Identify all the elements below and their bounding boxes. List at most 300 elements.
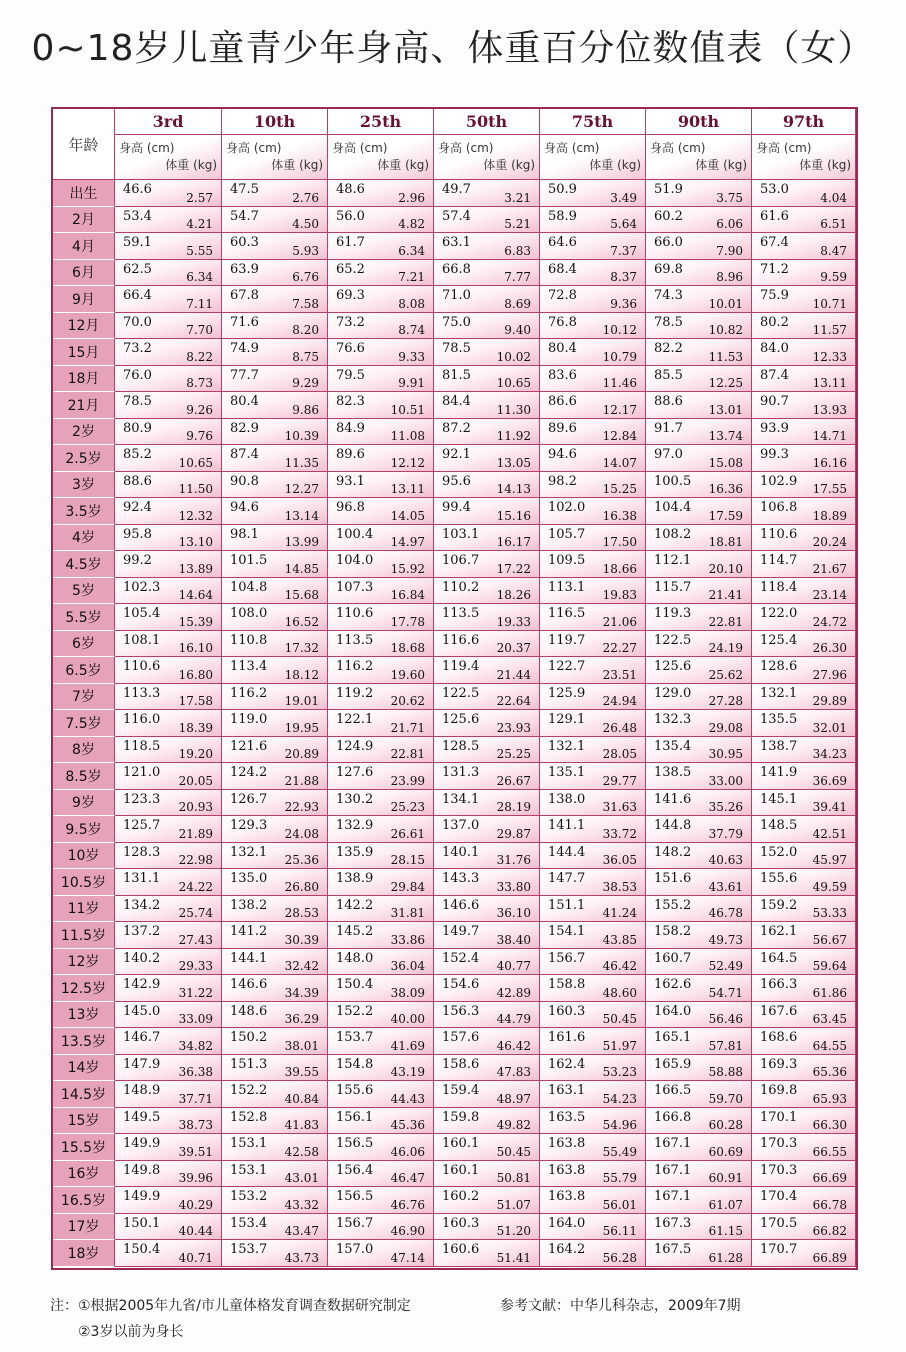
table-row bbox=[53, 604, 856, 631]
height-value: 155.6 bbox=[760, 871, 798, 886]
age-cell: 10岁 bbox=[53, 843, 115, 870]
weight-value: 9.26 bbox=[186, 402, 213, 417]
height-value: 56.0 bbox=[336, 208, 365, 224]
height-value: 167.5 bbox=[654, 1242, 692, 1257]
value-cell bbox=[752, 763, 856, 790]
weight-value: 15.68 bbox=[284, 588, 319, 602]
height-value: 76.6 bbox=[336, 341, 365, 356]
weight-value: 21.44 bbox=[496, 667, 531, 682]
value-cell bbox=[222, 975, 328, 1002]
weight-value: 12.12 bbox=[390, 455, 425, 470]
value-cell bbox=[434, 339, 540, 366]
weight-value: 7.21 bbox=[398, 270, 425, 284]
value-cell bbox=[434, 260, 540, 287]
percentile-header-3rd: 3rd bbox=[115, 109, 222, 135]
value-cell bbox=[115, 816, 222, 843]
height-value: 119.2 bbox=[336, 685, 374, 701]
age-cell: 15岁 bbox=[53, 1108, 115, 1135]
weight-value: 15.08 bbox=[708, 455, 743, 470]
table-row bbox=[53, 1081, 856, 1108]
height-value: 73.2 bbox=[123, 341, 152, 356]
weight-value: 56.01 bbox=[602, 1197, 637, 1212]
height-value: 67.8 bbox=[230, 288, 259, 303]
weight-value: 55.79 bbox=[602, 1171, 637, 1185]
weight-value: 12.17 bbox=[602, 402, 637, 417]
weight-value: 21.67 bbox=[812, 561, 847, 576]
height-value: 61.7 bbox=[336, 235, 365, 250]
weight-value: 22.93 bbox=[284, 800, 319, 814]
value-cell bbox=[222, 1240, 328, 1267]
value-cell bbox=[434, 949, 540, 976]
age-cell: 13.5岁 bbox=[53, 1028, 115, 1055]
value-cell bbox=[328, 790, 434, 817]
height-value: 71.0 bbox=[442, 288, 471, 303]
height-value: 163.1 bbox=[548, 1083, 586, 1098]
height-value: 169.3 bbox=[760, 1056, 798, 1072]
weight-value: 9.76 bbox=[186, 429, 213, 443]
unit-subheader bbox=[646, 135, 752, 180]
table-row bbox=[53, 869, 856, 896]
weight-value: 24.22 bbox=[178, 879, 213, 894]
height-value: 126.7 bbox=[230, 791, 268, 807]
weight-value: 40.71 bbox=[178, 1250, 213, 1265]
height-value: 166.8 bbox=[654, 1109, 692, 1125]
value-cell bbox=[328, 1081, 434, 1108]
weight-value: 17.58 bbox=[178, 694, 213, 708]
age-cell: 15.5岁 bbox=[53, 1134, 115, 1161]
height-value: 114.7 bbox=[760, 553, 798, 568]
weight-value: 6.51 bbox=[820, 217, 847, 231]
height-value: 164.0 bbox=[654, 1003, 692, 1019]
value-cell bbox=[540, 949, 646, 976]
weight-value: 21.06 bbox=[602, 614, 637, 629]
value-cell bbox=[434, 763, 540, 790]
height-value: 99.2 bbox=[123, 553, 152, 568]
height-value: 164.5 bbox=[760, 950, 798, 966]
weight-value: 14.97 bbox=[390, 535, 425, 549]
value-cell bbox=[752, 896, 856, 923]
weight-value: 9.59 bbox=[820, 270, 847, 284]
weight-value: 58.88 bbox=[708, 1065, 743, 1079]
value-cell bbox=[646, 180, 752, 207]
height-value: 119.3 bbox=[654, 606, 692, 621]
value-cell bbox=[540, 763, 646, 790]
percentile-header-97th: 97th bbox=[752, 109, 856, 135]
weight-value: 13.93 bbox=[812, 402, 847, 417]
height-value: 122.7 bbox=[548, 659, 586, 674]
age-cell: 6岁 bbox=[53, 631, 115, 658]
value-cell bbox=[646, 1161, 752, 1188]
height-value: 85.2 bbox=[123, 447, 152, 462]
weight-value: 38.01 bbox=[284, 1038, 319, 1053]
value-cell bbox=[752, 1214, 856, 1241]
weight-value: 28.53 bbox=[284, 906, 319, 920]
table-row bbox=[53, 578, 856, 605]
age-cell: 7.5岁 bbox=[53, 710, 115, 737]
weight-value: 18.89 bbox=[812, 508, 847, 523]
value-cell bbox=[540, 472, 646, 499]
value-cell bbox=[115, 1002, 222, 1029]
height-value: 93.9 bbox=[760, 420, 789, 436]
value-cell bbox=[752, 1055, 856, 1082]
value-cell bbox=[115, 180, 222, 207]
height-value: 165.9 bbox=[654, 1056, 692, 1072]
height-value: 116.2 bbox=[230, 685, 268, 701]
height-value: 150.4 bbox=[336, 977, 374, 992]
height-value: 81.5 bbox=[442, 367, 471, 383]
weight-value: 18.81 bbox=[708, 535, 743, 549]
value-cell bbox=[222, 869, 328, 896]
value-cell bbox=[646, 578, 752, 605]
height-value: 153.1 bbox=[230, 1136, 268, 1151]
height-value: 99.4 bbox=[442, 500, 471, 515]
height-value: 170.3 bbox=[760, 1136, 798, 1151]
height-value: 102.3 bbox=[123, 579, 161, 595]
weight-value: 28.15 bbox=[390, 853, 425, 867]
value-cell bbox=[646, 392, 752, 419]
value-cell bbox=[115, 1161, 222, 1188]
weight-value: 21.88 bbox=[284, 773, 319, 788]
weight-value: 7.70 bbox=[186, 323, 213, 337]
height-value: 59.1 bbox=[123, 235, 152, 250]
value-cell bbox=[752, 419, 856, 446]
value-cell bbox=[540, 896, 646, 923]
value-cell bbox=[752, 949, 856, 976]
weight-value: 11.92 bbox=[496, 429, 531, 443]
value-cell bbox=[328, 1214, 434, 1241]
age-cell: 9.5岁 bbox=[53, 816, 115, 843]
weight-value: 7.77 bbox=[504, 270, 531, 284]
weight-value: 12.33 bbox=[812, 349, 847, 364]
value-cell bbox=[540, 1214, 646, 1241]
height-value: 155.6 bbox=[336, 1083, 374, 1098]
value-cell bbox=[540, 233, 646, 260]
height-value: 113.1 bbox=[548, 579, 586, 595]
height-value: 160.2 bbox=[442, 1189, 480, 1204]
value-cell bbox=[434, 1214, 540, 1241]
value-cell bbox=[115, 604, 222, 631]
height-value: 118.5 bbox=[123, 738, 161, 754]
weight-value: 7.58 bbox=[292, 296, 319, 311]
value-cell bbox=[328, 551, 434, 578]
weight-value: 29.89 bbox=[812, 694, 847, 708]
value-cell bbox=[540, 790, 646, 817]
height-value: 166.3 bbox=[760, 977, 798, 992]
weight-value: 50.45 bbox=[496, 1144, 531, 1159]
value-cell bbox=[222, 1161, 328, 1188]
age-cell: 6月 bbox=[53, 260, 115, 287]
value-cell bbox=[115, 1240, 222, 1267]
height-value: 154.1 bbox=[548, 924, 586, 939]
height-value: 135.1 bbox=[548, 765, 586, 780]
weight-value: 3.75 bbox=[716, 190, 743, 205]
height-unit-label: 身高 (cm) bbox=[544, 141, 600, 155]
weight-value: 46.76 bbox=[390, 1197, 425, 1212]
table-row bbox=[53, 1187, 856, 1214]
value-cell bbox=[222, 1028, 328, 1055]
value-cell bbox=[115, 392, 222, 419]
weight-value: 59.64 bbox=[812, 959, 847, 973]
weight-value: 12.25 bbox=[708, 376, 743, 390]
weight-value: 19.83 bbox=[602, 588, 637, 602]
age-cell: 11岁 bbox=[53, 896, 115, 923]
weight-value: 36.38 bbox=[178, 1065, 213, 1079]
table-row bbox=[53, 525, 856, 552]
height-value: 88.6 bbox=[123, 473, 152, 489]
value-cell bbox=[115, 445, 222, 472]
value-cell bbox=[540, 1187, 646, 1214]
footnote-prefix: 注： bbox=[50, 1298, 78, 1314]
weight-value: 26.61 bbox=[390, 826, 425, 841]
height-value: 103.1 bbox=[442, 526, 480, 542]
height-value: 76.8 bbox=[548, 314, 577, 330]
value-cell bbox=[115, 1134, 222, 1161]
height-value: 125.4 bbox=[760, 632, 798, 648]
weight-value: 61.28 bbox=[708, 1250, 743, 1265]
weight-value: 29.33 bbox=[178, 959, 213, 973]
height-value: 159.8 bbox=[442, 1109, 480, 1125]
weight-value: 22.98 bbox=[178, 853, 213, 867]
value-cell bbox=[115, 525, 222, 552]
value-cell bbox=[434, 1055, 540, 1082]
weight-value: 12.27 bbox=[284, 482, 319, 496]
value-cell bbox=[328, 710, 434, 737]
value-cell bbox=[434, 1081, 540, 1108]
value-cell bbox=[222, 1002, 328, 1029]
weight-value: 45.36 bbox=[390, 1118, 425, 1132]
value-cell bbox=[115, 578, 222, 605]
weight-value: 9.86 bbox=[292, 402, 319, 417]
value-cell bbox=[222, 233, 328, 260]
height-value: 128.6 bbox=[760, 659, 798, 674]
weight-value: 16.36 bbox=[708, 482, 743, 496]
height-value: 131.1 bbox=[123, 871, 161, 886]
height-value: 94.6 bbox=[548, 447, 577, 462]
height-value: 143.3 bbox=[442, 871, 480, 886]
height-value: 156.7 bbox=[336, 1215, 374, 1231]
value-cell bbox=[222, 1214, 328, 1241]
value-cell bbox=[222, 207, 328, 234]
height-value: 137.2 bbox=[123, 924, 161, 939]
height-value: 154.6 bbox=[442, 977, 480, 992]
value-cell bbox=[646, 763, 752, 790]
height-value: 87.4 bbox=[230, 447, 259, 462]
weight-value: 46.42 bbox=[602, 959, 637, 973]
weight-value: 16.80 bbox=[178, 667, 213, 682]
height-value: 156.5 bbox=[336, 1189, 374, 1204]
weight-value: 40.77 bbox=[496, 959, 531, 973]
height-value: 95.6 bbox=[442, 473, 471, 489]
height-value: 125.7 bbox=[123, 818, 161, 833]
value-cell bbox=[434, 1134, 540, 1161]
height-value: 135.5 bbox=[760, 712, 798, 727]
height-value: 145.1 bbox=[760, 791, 798, 807]
value-cell bbox=[646, 869, 752, 896]
height-value: 70.0 bbox=[123, 314, 152, 330]
value-cell bbox=[222, 657, 328, 684]
weight-value: 8.69 bbox=[504, 296, 531, 311]
value-cell bbox=[115, 710, 222, 737]
height-value: 153.7 bbox=[230, 1242, 268, 1257]
value-cell bbox=[540, 551, 646, 578]
weight-value: 20.93 bbox=[178, 800, 213, 814]
weight-value: 17.32 bbox=[284, 641, 319, 655]
value-cell bbox=[752, 684, 856, 711]
value-cell bbox=[752, 207, 856, 234]
weight-value: 65.93 bbox=[812, 1091, 847, 1106]
weight-value: 19.95 bbox=[284, 720, 319, 735]
age-cell: 8岁 bbox=[53, 737, 115, 764]
value-cell bbox=[752, 1134, 856, 1161]
height-value: 144.4 bbox=[548, 844, 586, 860]
weight-value: 46.42 bbox=[496, 1038, 531, 1053]
height-value: 152.2 bbox=[230, 1083, 268, 1098]
height-value: 101.5 bbox=[230, 553, 268, 568]
height-value: 105.4 bbox=[123, 606, 161, 621]
weight-value: 39.41 bbox=[812, 800, 847, 814]
weight-value: 29.08 bbox=[708, 720, 743, 735]
height-value: 132.1 bbox=[760, 685, 798, 701]
age-cell: 18月 bbox=[53, 366, 115, 393]
height-value: 96.8 bbox=[336, 500, 365, 515]
height-value: 132.9 bbox=[336, 818, 374, 833]
weight-value: 11.46 bbox=[602, 376, 637, 390]
value-cell bbox=[222, 578, 328, 605]
weight-value: 13.99 bbox=[284, 535, 319, 549]
weight-value: 9.29 bbox=[292, 376, 319, 390]
value-cell bbox=[752, 392, 856, 419]
table-row bbox=[53, 1161, 856, 1188]
height-value: 132.1 bbox=[230, 844, 268, 860]
value-cell bbox=[328, 207, 434, 234]
table-row bbox=[53, 445, 856, 472]
weight-value: 13.11 bbox=[390, 482, 425, 496]
age-cell: 12月 bbox=[53, 313, 115, 340]
table-row bbox=[53, 631, 856, 658]
value-cell bbox=[328, 816, 434, 843]
value-cell bbox=[540, 1161, 646, 1188]
weight-value: 14.71 bbox=[812, 429, 847, 443]
value-cell bbox=[115, 684, 222, 711]
height-value: 51.9 bbox=[654, 182, 683, 197]
weight-value: 19.01 bbox=[284, 694, 319, 708]
value-cell bbox=[540, 498, 646, 525]
height-value: 119.7 bbox=[548, 632, 586, 648]
height-value: 160.6 bbox=[442, 1242, 480, 1257]
value-cell bbox=[752, 339, 856, 366]
height-value: 146.7 bbox=[123, 1030, 161, 1045]
value-cell bbox=[434, 631, 540, 658]
value-cell bbox=[752, 710, 856, 737]
value-cell bbox=[115, 843, 222, 870]
weight-value: 3.21 bbox=[504, 190, 531, 205]
value-cell bbox=[752, 843, 856, 870]
height-value: 60.2 bbox=[654, 208, 683, 224]
height-value: 161.6 bbox=[548, 1030, 586, 1045]
value-cell bbox=[540, 843, 646, 870]
height-value: 156.7 bbox=[548, 950, 586, 966]
height-value: 127.6 bbox=[336, 765, 374, 780]
weight-value: 57.81 bbox=[708, 1038, 743, 1053]
height-value: 142.2 bbox=[336, 897, 374, 913]
weight-value: 12.84 bbox=[602, 429, 637, 443]
weight-value: 19.33 bbox=[496, 614, 531, 629]
height-value: 150.4 bbox=[123, 1242, 161, 1257]
height-value: 93.1 bbox=[336, 473, 365, 489]
weight-value: 9.36 bbox=[610, 296, 637, 311]
height-value: 57.4 bbox=[442, 208, 471, 224]
height-value: 121.0 bbox=[123, 765, 161, 780]
value-cell bbox=[540, 684, 646, 711]
value-cell bbox=[434, 313, 540, 340]
value-cell bbox=[222, 1134, 328, 1161]
value-cell bbox=[328, 472, 434, 499]
height-value: 78.5 bbox=[654, 314, 683, 330]
value-cell bbox=[115, 419, 222, 446]
value-cell bbox=[115, 657, 222, 684]
weight-value: 31.76 bbox=[496, 853, 531, 867]
weight-value: 60.69 bbox=[708, 1144, 743, 1159]
value-cell bbox=[222, 1081, 328, 1108]
weight-value: 42.51 bbox=[812, 826, 847, 841]
weight-value: 5.21 bbox=[504, 217, 531, 231]
height-value: 141.2 bbox=[230, 924, 268, 939]
height-value: 108.1 bbox=[123, 632, 161, 648]
value-cell bbox=[434, 604, 540, 631]
height-value: 90.8 bbox=[230, 473, 259, 489]
height-value: 169.8 bbox=[760, 1083, 798, 1098]
height-value: 98.1 bbox=[230, 526, 259, 542]
height-value: 78.5 bbox=[442, 341, 471, 356]
weight-value: 49.82 bbox=[496, 1118, 531, 1132]
height-value: 138.9 bbox=[336, 871, 374, 886]
table-row bbox=[53, 366, 856, 393]
height-value: 150.1 bbox=[123, 1215, 161, 1231]
height-value: 160.3 bbox=[442, 1215, 480, 1231]
weight-value: 43.61 bbox=[708, 879, 743, 894]
height-value: 170.1 bbox=[760, 1109, 798, 1125]
value-cell bbox=[222, 498, 328, 525]
height-value: 47.5 bbox=[230, 182, 259, 197]
height-value: 155.2 bbox=[654, 897, 692, 913]
value-cell bbox=[222, 790, 328, 817]
table-row bbox=[53, 763, 856, 790]
height-value: 140.1 bbox=[442, 844, 480, 860]
height-value: 125.9 bbox=[548, 685, 586, 701]
value-cell bbox=[752, 816, 856, 843]
footnotes bbox=[50, 1293, 411, 1345]
height-value: 80.2 bbox=[760, 314, 789, 330]
weight-value: 50.81 bbox=[496, 1171, 531, 1185]
height-value: 138.0 bbox=[548, 791, 586, 807]
table-row bbox=[53, 975, 856, 1002]
weight-value: 48.97 bbox=[496, 1091, 531, 1106]
height-value: 74.9 bbox=[230, 341, 259, 356]
age-cell: 16岁 bbox=[53, 1161, 115, 1188]
value-cell bbox=[328, 286, 434, 313]
age-cell: 17岁 bbox=[53, 1214, 115, 1241]
weight-value: 56.28 bbox=[602, 1250, 637, 1265]
value-cell bbox=[540, 1108, 646, 1135]
value-cell bbox=[115, 207, 222, 234]
height-value: 170.4 bbox=[760, 1189, 798, 1204]
table-row bbox=[53, 896, 856, 923]
weight-value: 33.80 bbox=[496, 879, 531, 894]
value-cell bbox=[328, 233, 434, 260]
weight-value: 2.76 bbox=[292, 190, 319, 205]
value-cell bbox=[222, 525, 328, 552]
value-cell bbox=[115, 551, 222, 578]
